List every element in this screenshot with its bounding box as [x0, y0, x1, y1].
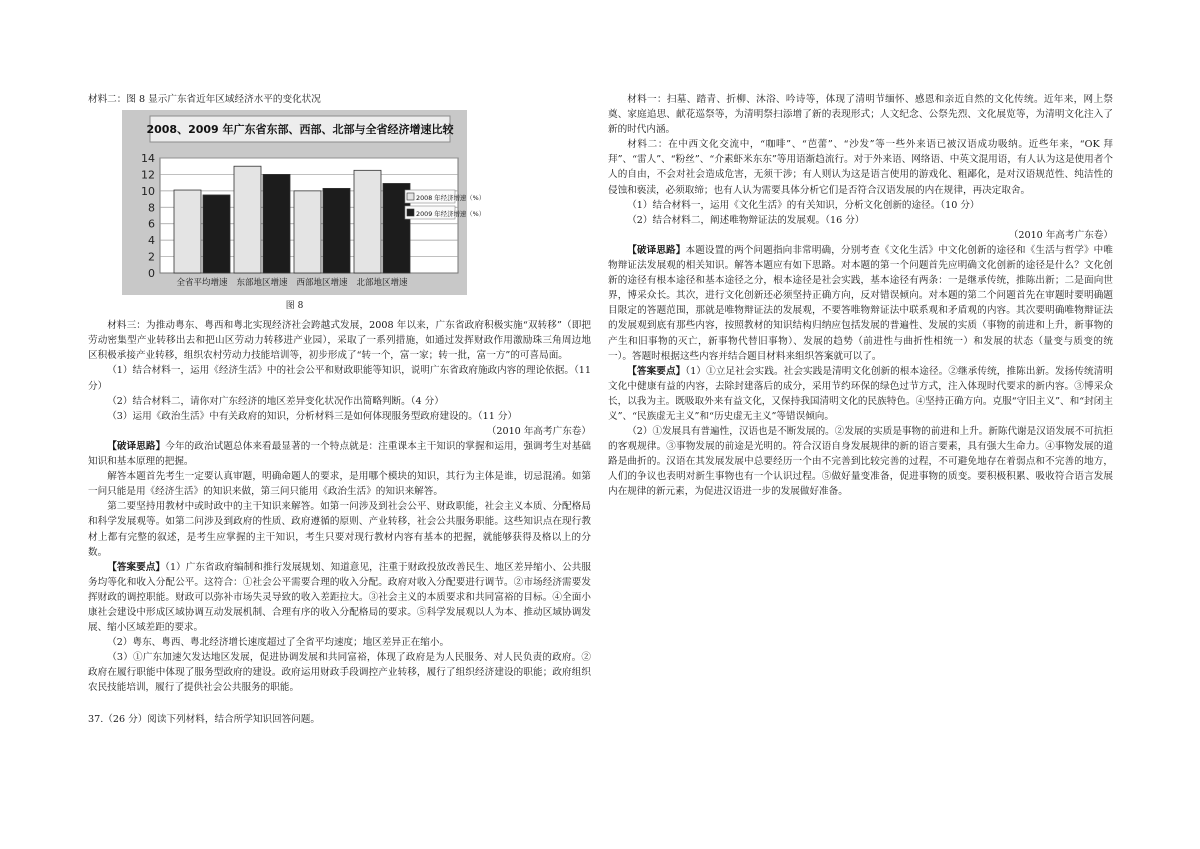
- right-material-2: 材料二：在中西文化交流中，“咖啡”、“芭蕾”、“沙发”等一些外来语已被汉语成功吸纳。近些年来，“OK 拜拜”、“雷人”、“粉丝”、“介素虾米东东”等用语渐趋流行。对于外来语、网络语、中英文混用语，有人认为这是使用者个人的自由，不会对社会造成危害，无须干涉；有人则认为这是语言使用的游戏化、粗鄙化，是对汉语规范性、纯洁性的侵蚀和亵渎，必须取缔；也有人认为需要具体分析它们是否符合汉语发展的内在规律，再决定取舍。: [608, 139, 1113, 196]
- answer-text-1: （1）广东省政府编制和推行发展规划、知道意见，注重于财政投放改善民生、地区差异缩小、公共服务均等化和收入分配公平。这符合：①社会公平需要合理的收入分配。政府对收入分配要进行调节。②市场经济需要发挥财政的调控职能。财政可以弥补市场失灵导致的收入差距拉大。③社会主义的本质要求和共同富裕的目标。④全面小康社会建设中形成区域协调互动发展机制、合理有序的收入分配格局的要求。⑤科学发展观以人为本、推动区域协调发展、缩小区域差距的要求。: [88, 561, 591, 634]
- question-1: （1）结合材料一，运用《经济生活》中的社会公平和财政职能等知识，说明广东省政府施政内容的理论依据。（11 分）: [88, 365, 591, 392]
- right-question-2: （2）结合材料二，阐述唯物辩证法的发展观。（16 分）: [627, 214, 865, 226]
- right-analysis: [608, 243, 1113, 364]
- bar-2009: [263, 175, 290, 274]
- right-answer-text-1: （1）①立足社会实践。社会实践是清明文化创新的根本途径。②继承传统，推陈出新。发扬传统清明文化中健康有益的内容，去除封建落后的成分，采用节约环保的绿色过节方式，注入体现时代要求的新内容。③博采众长，以我为主。既吸取外来有益文化，又保持我国清明文化的民族特色。④坚持正确方向。克服“守旧主义”、和“封闭主义”、“民族虚无主义”和“历史虚无主义”等错误倾向。: [608, 365, 1113, 422]
- chart-title: 2008、2009 年广东省东部、西部、北部与全省经济增速比较: [146, 123, 454, 137]
- legend-label: 2008 年经济增速（%）: [416, 194, 486, 203]
- chart-figure-8: [122, 110, 486, 295]
- analysis-paragraph-1: [88, 439, 591, 469]
- legend-swatch-2008: [407, 193, 414, 200]
- right-analysis-text: 本题设置的两个问题指向非常明确，分别考查《文化生活》中文化创新的途径和《生活与哲学》中唯物辩证法发展观的相关知识。解答本题应有如下思路。对本题的第一个问题首先应明确文化创新的途径是什么？文化创新的途径有根本途径和基本途径之分，根本途径是社会实践，基本途径有两条：一是继承传统，推陈出新；二是面向世界，博采众长。其次，进行文化创新还必须坚持正确方向，反对错误倾向。对本题的第二个问题首先在审题时要明确题目限定的答题范围，那就是唯物辩证法的发展观，不要答唯物辩证法中联系观和矛盾观的内容。其次要明确唯物辩证法的发展观到底有那些内容，按照教材的知识结构归纳应包括发展的普遍性、发展的实质（事物的前进和上升，新事物的产生和旧事物的灭亡，新事物代替旧事物）、发展的趋势（前进性与曲折性相统一）和发展的状态（量变与质变的统一）。答题时根据这些内容并结合题目材料来组织答案就可以了。: [608, 244, 1113, 362]
- question-3: （3）运用《政治生活》中有关政府的知识，分析材料三是如何体现服务型政府建设的。（11 分）: [107, 410, 518, 422]
- answer-heading: 【答案要点】: [107, 561, 166, 573]
- chart-svg: [122, 110, 486, 295]
- x-category-label: 东部地区增速: [236, 278, 288, 289]
- analysis-paragraph-2: 解答本题首先考生一定要认真审题，明确命题人的要求，是用哪个模块的知识，其行为主体是谁，切忌混淆。如第一问只能是用《经济生活》的知识来做，第三问只能用《政治生活》的知识来解答。: [88, 471, 591, 498]
- x-category-label: 北部地区增速: [356, 278, 408, 289]
- right-material-1: 材料一：扫墓、踏青、折柳、沐浴、吟诗等，体现了清明节缅怀、感恩和亲近自然的文化传统。近年来，网上祭奠、家庭追思、献花巡祭等，为清明祭扫添增了新的表现形式；人文纪念、公祭先烈、文化展览等，为清明文化注入了新的时代内涵。: [608, 94, 1113, 136]
- right-answer-2: （2）①发展具有普遍性，汉语也是不断发展的。②发展的实质是事物的前进和上升。新陈代谢是汉语发展不可抗拒的客观规律。③事物发展的前途是光明的。符合汉语自身发展规律的新的语言要素，具有强大生命力。④事物发展的道路是曲折的。汉语在其发展发展中总要经历一个由不完善到比较完善的过程，不可避免地存在着弱点和不完善的地方，人们的争议也表明对新生事物也有一个认识过程。⑤做好量变准备，促进事物的质变。要积极积累、吸收符合语言发展内在规律的新元素，为促进汉语进一步的发展做好准备。: [608, 426, 1113, 498]
- right-question-1: （1）结合材料一，运用《文化生活》的有关知识，分析文化创新的途径。（10 分）: [627, 199, 980, 211]
- bar-2008: [234, 166, 261, 273]
- bar-2008: [174, 190, 201, 273]
- bar-2008: [354, 170, 381, 273]
- bar-2008: [294, 191, 321, 273]
- right-column: [608, 92, 1113, 500]
- analysis-heading: 【破译思路】: [107, 440, 166, 452]
- right-analysis-heading: 【破译思路】: [627, 244, 686, 256]
- analysis-paragraph-3: 第二要坚持用教材中或时政中的主干知识来解答。如第一问涉及到社会公平、财政职能，社会主义本质、分配格局和科学发展观等。如第二问涉及到政府的性质、政府遵循的原则、产业转移，社会公共服务职能。这些知识点在现行教材上都有完整的叙述，是考生应掌握的主干知识，考生只要对现行教材内容有基本的把握，就能够获得及格以上的分数。: [88, 501, 591, 558]
- y-tick-label: 6: [148, 217, 155, 231]
- figure-label: 图 8: [285, 301, 304, 312]
- source-note: （2010 年高考广东卷）: [486, 425, 591, 437]
- y-tick-label: 2: [148, 250, 155, 264]
- answer-paragraph-2: （2）粤东、粤西、粤北经济增长速度超过了全省平均速度；地区差异正在缩小。: [107, 637, 450, 649]
- y-tick-label: 4: [148, 234, 155, 248]
- material-3: 材料三：为推动粤东、粤西和粤北实现经济社会跨越式发展，2008 年以来，广东省政府积极实施“双转移”（即把劳动密集型产业转移出去和把山区劳动力转移进产业园），采取了一系列措施，如通过发挥财政作用激励珠三角周边地区积极承接产业转移，组织农村劳动力技能培训等，初步形成了“转一个，富一家；转一批，富一方”的可喜局面。: [88, 320, 591, 362]
- bar-2009: [203, 195, 230, 273]
- y-tick-label: 14: [141, 152, 155, 166]
- y-tick-label: 12: [141, 168, 155, 182]
- question-37: 37.（26 分）阅读下列材料，结合所学知识回答问题。: [88, 713, 320, 725]
- right-answer-heading: 【答案要点】: [627, 365, 686, 377]
- right-source-note: （2010 年高考广东卷）: [1008, 229, 1113, 241]
- left-column: [88, 92, 591, 727]
- answer-paragraph-3: （3）①广东加速欠发达地区发展，促进协调发展和共同富裕，体现了政府是为人民服务、对人民负责的政府。②政府在履行职能中体现了服务型政府的建设。政府运用财政手段调控产业转移，履行了组织经济建设的职能；政府组织农民技能培训，履行了提供社会公共服务的职能。: [88, 652, 591, 694]
- legend-label: 2009 年经济增速（%）: [416, 210, 486, 219]
- x-category-label: 全省平均增速: [176, 278, 228, 289]
- answer-paragraph-1: [88, 560, 591, 635]
- x-category-label: 西部地区增速: [296, 278, 348, 289]
- right-answer-1: [608, 364, 1113, 424]
- material-2-intro: 材料二：图 8 显示广东省近年区域经济水平的变化状况: [88, 94, 321, 105]
- y-tick-label: 0: [148, 267, 155, 281]
- bar-2009: [323, 188, 350, 273]
- question-2: （2）结合材料二，请你对广东经济的地区差异变化状况作出简略判断。（4 分）: [107, 395, 444, 407]
- analysis-text-1: 今年的政治试题总体来看最显著的一个特点就是：注重课本主干知识的掌握和运用，强调考生对基础知识和基本原理的把握。: [88, 440, 592, 468]
- y-tick-label: 8: [148, 201, 155, 215]
- y-tick-label: 10: [141, 184, 155, 198]
- legend-swatch-2009: [407, 209, 414, 216]
